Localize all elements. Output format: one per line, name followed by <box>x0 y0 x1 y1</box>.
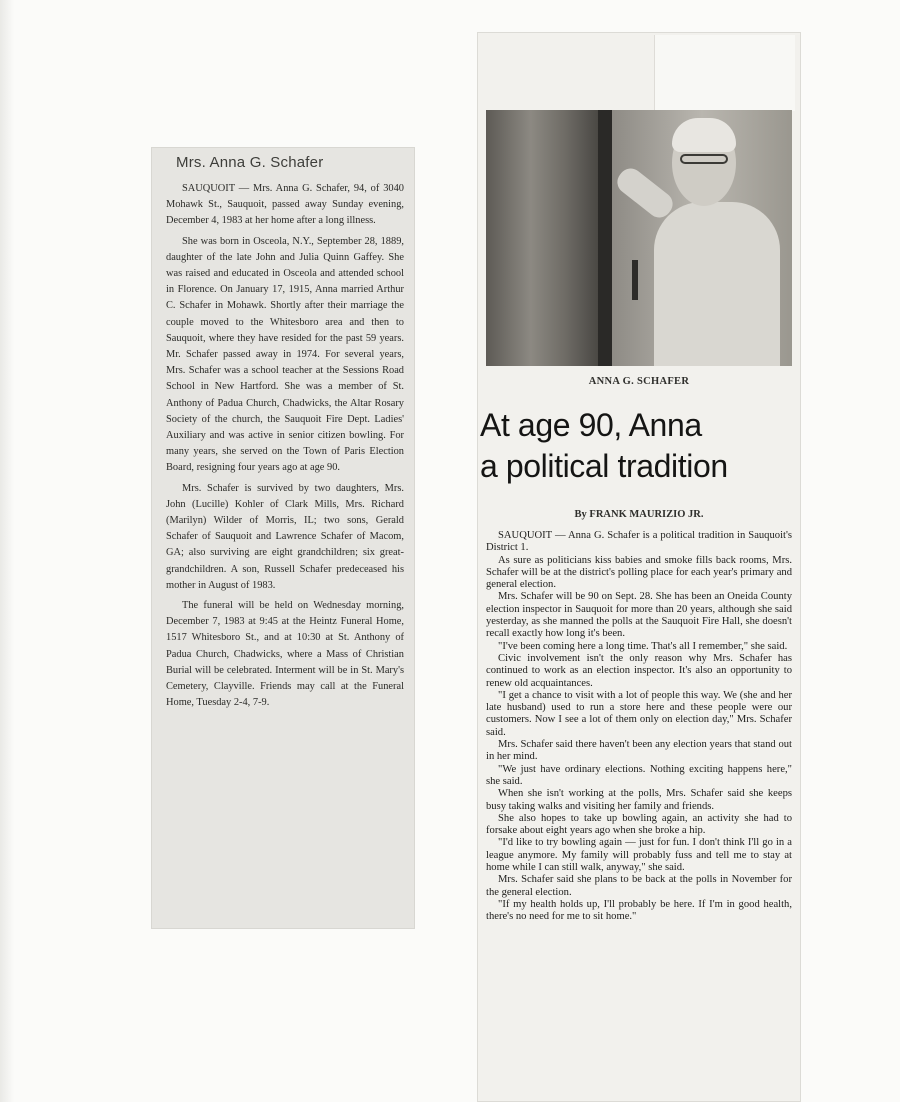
article-clipping <box>478 33 800 1101</box>
article-paragraph: She also hopes to take up bowling again, an activity she had to forsake about eight years ago when she broke a hip. <box>486 812 792 837</box>
article-paragraph: SAUQUOIT — Anna G. Schafer is a political tradition in Sauquoit's District 1. <box>486 530 792 554</box>
obituary-paragraph: The funeral will be held on Wednesday morning, December 7, 1983 at 9:45 at the Heintz Funeral Home, 1517 Whitesboro St., and at 10:30 at St. Anthony of Padua Church, Chadwicks, where a Mass of Christian Burial will be celebrated. Interment will be in St. Mary's Cemetery, Clayville. Friends may call at the Funeral Home, Tuesday 2-4, 7-9. <box>166 600 404 709</box>
article-paragraph: As sure as politicians kiss babies and smoke fills back rooms, Mrs. Schafer will be at the district's polling place for each year's primary and general election. <box>486 554 792 591</box>
photo-caption: ANNA G. SCHAFER <box>588 376 690 387</box>
obituary-paragraph: She was born in Osceola, N.Y., September 28, 1889, daughter of the late John and Julia Quinn Gaffey. She was raised and educated in Osceola and attended school in Florence. On January 17, 1915, Anna married Arthur C. Schafer in Mohawk. Shortly after their marriage the couple moved to the Whitesboro area and then to Sauquoit, where they have resided for the past 59 years. Mr. Schafer passed away in 1974. For several years, Mrs. Schafer was a school teacher at the Sessions Road School in New Hartford. She was a member of St. Anthony of Padua Church, Chadwicks, the Altar Rosary Society of the church, the Sauquoit Fire Dept. Ladies' Auxiliary and was active in senior citizen bowling. For many years, she served on the Town of Paris Election Board, resigning four years ago at age 90. <box>166 235 404 474</box>
article-paragraph: Mrs. Schafer will be 90 on Sept. 28. She has been an Oneida County election inspector in Sauquoit for more than 20 years, although she said yesterday, as she manned the polls at the Sauquoit Fire Hall, she doesn't recall exactly how long it's been. <box>486 591 792 640</box>
tape-strip <box>654 35 795 111</box>
article-paragraph: Mrs. Schafer said there haven't been any election years that stand out in her mind. <box>486 739 792 763</box>
article-paragraph: "We just have ordinary elections. Nothing exciting happens here," she said. <box>486 763 792 787</box>
headline-line-1: At age 90, Anna <box>480 407 702 443</box>
scan-edge <box>0 0 14 1102</box>
article-paragraph: "I'd like to try bowling again — just for fun. I don't think I'll go in a league anymore. My family will probably fuss and tell me to stay at home while I can still walk, anyway," she said. <box>486 837 792 874</box>
article-paragraph: "I've been coming here a long time. That's all I remember," she said. <box>498 640 788 652</box>
article-paragraph: "If my health holds up, I'll probably be here. If I'm in good health, there's no need for me to sit home." <box>486 898 792 923</box>
obituary-paragraph: SAUQUOIT — Mrs. Anna G. Schafer, 94, of 3040 Mohawk St., Sauquoit, passed away Sunday evening, December 4, 1983 at her home after a long illness. <box>166 183 404 227</box>
portrait-photo <box>486 110 792 366</box>
article-paragraph: When she isn't working at the polls, Mrs. Schafer said she keeps busy taking walks and visiting her family and friends. <box>486 788 792 812</box>
headline-line-2: a political tradition <box>480 448 728 484</box>
obituary-clipping <box>152 148 414 928</box>
article-body <box>486 530 792 924</box>
obituary-paragraph: Mrs. Schafer is survived by two daughters, Mrs. John (Lucille) Kohler of Clark Mills, Mrs. Richard (Marilyn) Wilder of Morris, IL; two sons, Gerald Schafer of Sauquoit and Lawrence Schafer of Macom, GA; also surviving are eight grandchildren; six great-grandchildren. A son, Russell Schafer predeceased his mother in August of 1983. <box>166 482 404 591</box>
article-paragraph: Civic involvement isn't the only reason why Mrs. Schafer has continued to work as an election inspector. It's also an opportunity to renew old acquaintances. <box>486 652 792 689</box>
article-paragraph: "I get a chance to visit with a lot of people this way. We (she and her late husband) used to run a store here and these people were our customers. Now I see a lot of them only on election day," Mrs. Schafer said. <box>486 689 792 738</box>
obituary-headline: Mrs. Anna G. Schafer <box>176 154 324 171</box>
article-headline <box>480 405 800 487</box>
byline: By FRANK MAURIZIO JR. <box>574 509 704 520</box>
article-paragraph: Mrs. Schafer said she plans to be back at the polls in November for the general election. <box>486 874 792 898</box>
